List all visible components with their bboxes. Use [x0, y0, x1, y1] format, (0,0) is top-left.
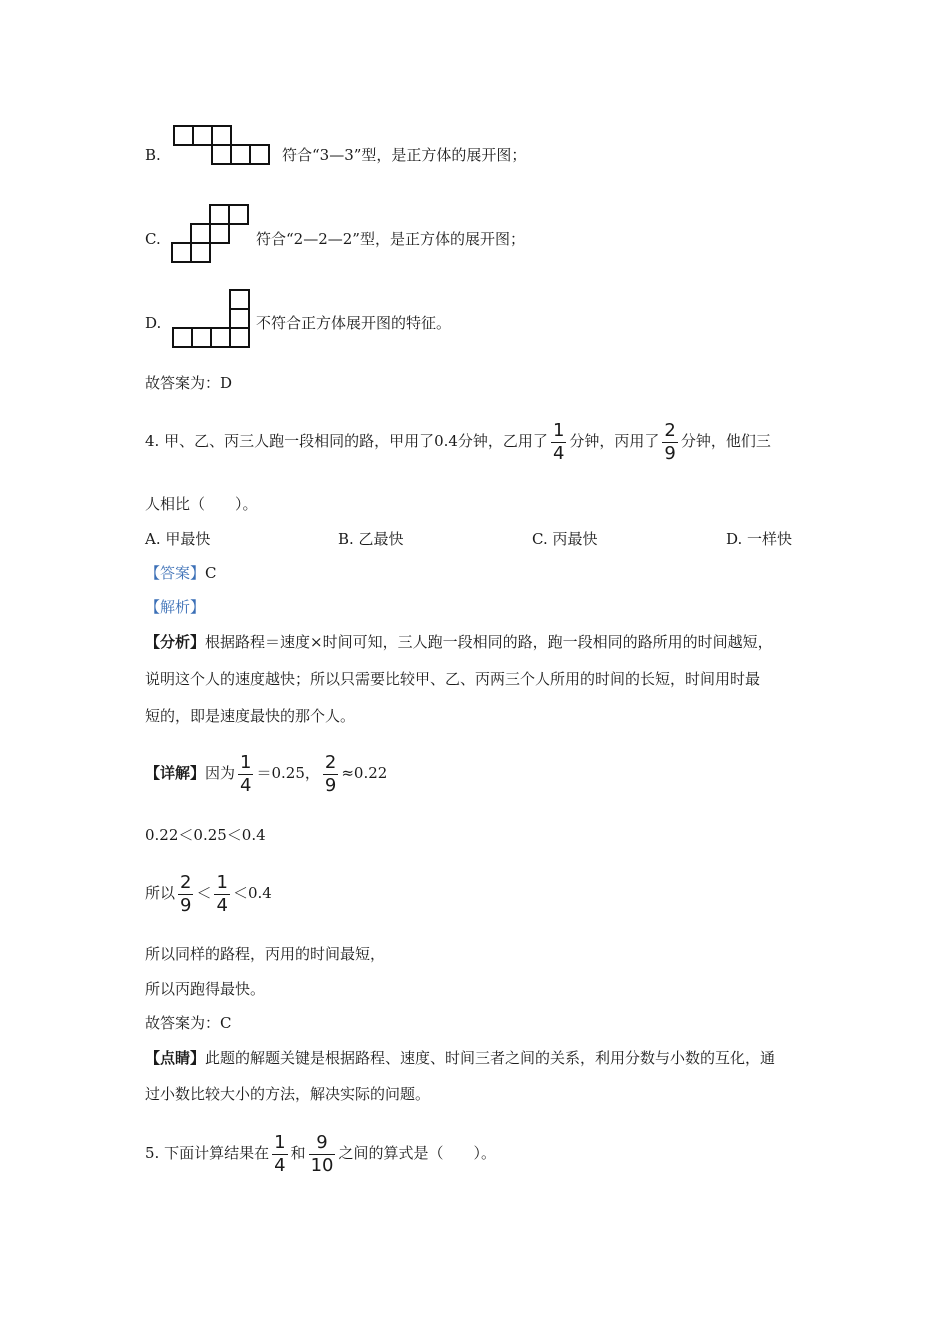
conclusion-line2: 所以丙跑得最快。: [145, 980, 266, 998]
analysis-paragraph-line3: 短的，即是速度最快的那个人。: [145, 707, 356, 725]
answer-tag: 【答案】: [145, 564, 206, 582]
fraction: $\frac{1}{4}$: [274, 1131, 286, 1176]
choice-b: B. 乙最快: [338, 530, 404, 548]
cube-net-2-2-2-figure: [170, 203, 250, 267]
q4-stem-line1: 4. 甲、乙、丙三人跑一段相同的路，甲用了0.4分钟，乙用了 $\frac{1}{4}$ 分钟，丙用了 $\frac{2}{9}$ 分钟，他们三: [145, 419, 771, 464]
detail-label: 【详解】: [145, 764, 206, 782]
option-b-review: [145, 145, 161, 165]
q5-stem: 5. 下面计算结果在 $\frac{1}{4}$ 和 $\frac{9}{10}$ 之间的算式是（ ）。: [145, 1131, 496, 1176]
fraction: $\frac{2}{9}$: [324, 751, 337, 796]
analysis-paragraph-line1: 【分析】根据路程＝速度×时间可知，三人跑一段相同的路，跑一段相同的路所用的时间越短，: [145, 633, 773, 651]
cube-net-3-3-figure: [172, 124, 272, 170]
comment-label: 【点睛】: [145, 1049, 206, 1067]
answer-line: [145, 563, 217, 583]
fraction: $\frac{1}{4}$: [216, 871, 228, 916]
fraction: $\frac{2}{9}$: [180, 871, 192, 916]
fraction: $\frac{2}{9}$: [664, 419, 676, 464]
comment-line1: 【点睛】此题的解题关键是根据路程、速度、时间三者之间的关系，利用分数与小数的互化，通: [145, 1049, 776, 1067]
choice-d: D. 一样快: [726, 530, 793, 548]
option-letter: D.: [145, 314, 162, 332]
option-c-description: 符合“2—2—2”型，是正方体的展开图；: [256, 230, 525, 248]
option-letter: B.: [145, 146, 161, 164]
analysis-tag: 【解析】: [145, 598, 206, 616]
conclusion-line1: 所以同样的路程，丙用的时间最短，: [145, 945, 386, 963]
option-letter: C.: [145, 230, 161, 248]
comment-line2: 过小数比较大小的方法，解决实际的问题。: [145, 1085, 431, 1103]
option-d-review: [145, 313, 161, 333]
fraction: $\frac{1}{4}$: [240, 751, 252, 796]
option-d-description: 不符合正方体展开图的特征。: [256, 314, 452, 332]
q4-stem-line2: 人相比（ ）。: [145, 495, 258, 513]
analysis-label: 【分析】: [145, 633, 206, 651]
detail-line: 【详解】因为 $\frac{1}{4}$ ＝0.25， $\frac{2}{9}$ ≈0.22: [145, 751, 388, 796]
choice-a: A. 甲最快: [145, 530, 211, 548]
option-c-review: [145, 229, 161, 249]
analysis-paragraph-line2: 说明这个人的速度越快；所以只需要比较甲、乙、丙两三个人所用的时间的长短，时间用时最: [145, 670, 761, 688]
cube-net-invalid-figure: [171, 288, 251, 352]
q3-answer: 故答案为：D: [145, 374, 233, 392]
final-answer: 故答案为：C: [145, 1014, 232, 1032]
fraction: $\frac{9}{10}$: [310, 1131, 334, 1176]
option-b-description: 符合“3—3”型，是正方体的展开图；: [282, 146, 527, 164]
answer-value: C: [205, 564, 217, 582]
compare-line: 0.22＜0.25＜0.4: [145, 826, 266, 844]
so-line: 所以 $\frac{2}{9}$ ＜ $\frac{1}{4}$ ＜0.4: [145, 871, 272, 916]
choice-c: C. 丙最快: [532, 530, 598, 548]
fraction: $\frac{1}{4}$: [552, 419, 565, 464]
